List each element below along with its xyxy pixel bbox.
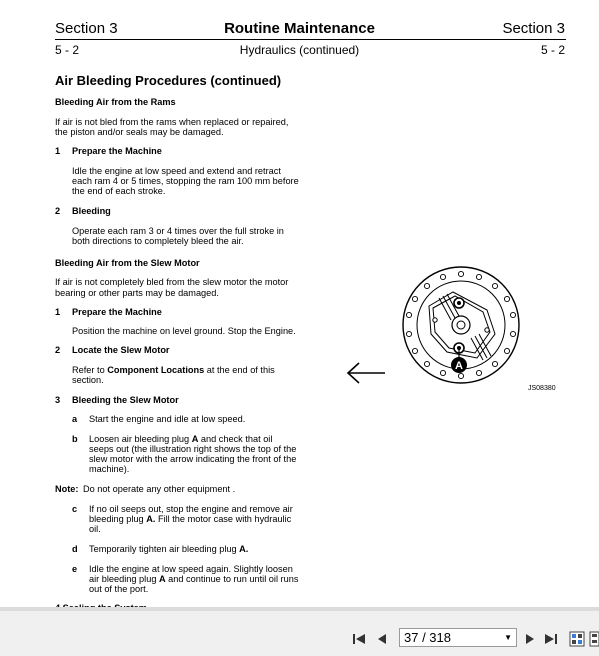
- page-subtitle: Hydraulics (continued): [239, 43, 360, 57]
- slew-step3-number: 3: [55, 395, 61, 405]
- rams-step1-line3: the end of each stroke.: [72, 186, 166, 196]
- rams-intro-line2: the piston and/or seals may be damaged.: [55, 127, 224, 137]
- rams-step1-number: 1: [55, 146, 61, 156]
- rams-step1-line1: Idle the engine at low speed and extend and retract: [72, 166, 281, 176]
- substep-b-line3: slew motor with the arrow indicating the front of the: [89, 454, 297, 464]
- slew-title: Bleeding Air from the Slew Motor: [55, 258, 200, 268]
- prev-page-icon[interactable]: [376, 632, 388, 646]
- header-rule: [55, 39, 566, 40]
- slew-motor-illustration: [395, 268, 527, 384]
- substep-a-letter: a: [72, 414, 78, 424]
- slew-step2-number: 2: [55, 345, 61, 355]
- rams-intro-line1: If air is not bled from the rams when replaced or repaired,: [55, 117, 289, 127]
- fit-page-icon[interactable]: [569, 631, 585, 647]
- substep-e-line2: air bleeding plug A and continue to run until oil runs: [89, 574, 299, 584]
- page-number-field[interactable]: [399, 628, 517, 647]
- slew-step2-title: Locate the Slew Motor: [72, 345, 170, 355]
- substep-e-letter: e: [72, 564, 78, 574]
- page-title: Routine Maintenance: [224, 20, 375, 37]
- substep-d-letter: d: [72, 544, 78, 554]
- rams-step2-number: 2: [55, 206, 61, 216]
- note-label: Note:: [55, 484, 79, 494]
- slew-step2-line1: Refer to Component Locations at the end of this: [72, 365, 275, 375]
- section-label-right: Section 3: [502, 20, 565, 37]
- slew-step1-number: 1: [55, 307, 61, 317]
- substep-b-line4: machine).: [89, 464, 130, 474]
- substep-d-text: Temporarily tighten air bleeding plug A.: [89, 544, 249, 554]
- section-label-left: Section 3: [55, 20, 118, 37]
- substep-c-line2: bleeding plug A. Fill the motor case with hydraulic: [89, 514, 292, 524]
- component-locations-ref: Component Locations: [107, 365, 205, 375]
- rams-title: Bleeding Air from the Rams: [55, 97, 176, 107]
- substep-c-line3: oil.: [89, 524, 101, 534]
- first-page-icon[interactable]: [352, 632, 366, 646]
- slew-intro-line1: If air is not completely bled from the slew motor the motor: [55, 277, 289, 287]
- substep-c-line1: If no oil seeps out, stop the engine and remove air: [89, 504, 293, 514]
- page-number-left: 5 - 2: [55, 43, 80, 57]
- substep-e-line1: Idle the engine at low speed again. Slightly loosen: [89, 564, 293, 574]
- slew-step1-line1: Position the machine on level ground. Stop the Engine.: [72, 326, 296, 336]
- substep-b-line1: Loosen air bleeding plug A and check that oil: [89, 434, 273, 444]
- figure-code: JS08380: [528, 385, 556, 392]
- rams-step2-line2: both directions to completely bleed the air.: [72, 236, 244, 246]
- rams-step1-line2: each ram 4 or 5 times, stopping the ram 100 mm before: [72, 176, 299, 186]
- page-number-right: 5 - 2: [540, 43, 565, 57]
- next-page-icon[interactable]: [524, 632, 536, 646]
- slew-step2-line2: section.: [72, 375, 104, 385]
- section-heading: Air Bleeding Procedures (continued): [55, 73, 282, 88]
- front-arrow-icon: [345, 360, 387, 386]
- note-text: Do not operate any other equipment .: [83, 484, 236, 494]
- page-indicator: 37 / 318: [404, 630, 451, 645]
- substep-c-letter: c: [72, 504, 78, 514]
- rams-step1-title: Prepare the Machine: [72, 146, 162, 156]
- slew-intro-line2: bearing or other parts may be damaged.: [55, 288, 219, 298]
- chevron-down-icon[interactable]: ▼: [504, 633, 512, 642]
- substep-e-line3: out of the port.: [89, 584, 149, 594]
- rams-step2-line1: Operate each ram 3 or 4 times over the full stroke in: [72, 226, 284, 236]
- slew-step1-title: Prepare the Machine: [72, 307, 162, 317]
- slew-step3-title: Bleeding the Slew Motor: [72, 395, 179, 405]
- grid-view-icon[interactable]: [589, 631, 599, 647]
- substep-b-letter: b: [72, 434, 78, 444]
- plug-a-label: A: [455, 360, 463, 372]
- rams-step2-title: Bleeding: [72, 206, 111, 216]
- substep-b-line2: seeps out (the illustration right shows the top of the: [89, 444, 297, 454]
- last-page-icon[interactable]: [544, 632, 558, 646]
- substep-a-text: Start the engine and idle at low speed.: [89, 414, 246, 424]
